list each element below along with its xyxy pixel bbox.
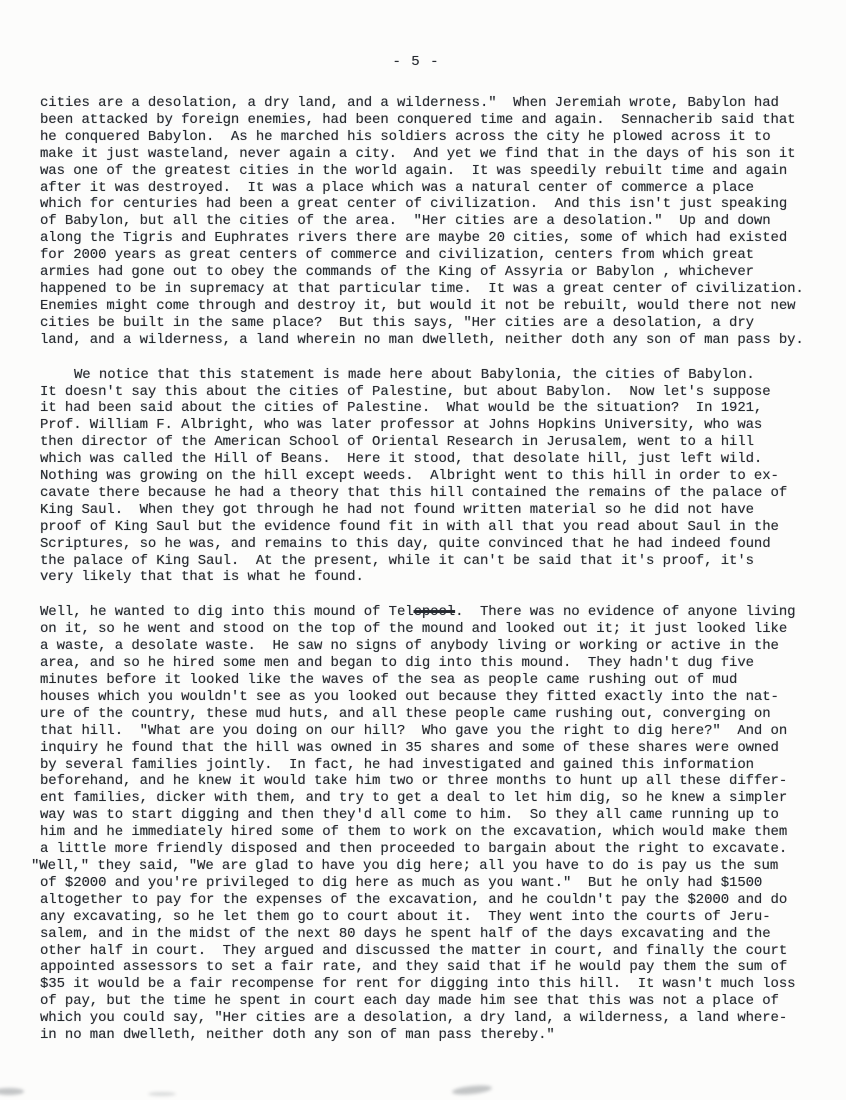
text-line: Nothing was growing on the hill except weeds. Albright went to this hill in order to ex- <box>40 468 779 485</box>
text-line: minutes before it looked like the waves of the sea as people came rushing out of mud <box>40 672 738 688</box>
scan-smudge <box>148 1092 176 1096</box>
text-line: Prof. William F. Albright, who was later professor at Johns Hopkins University, who was <box>40 417 763 434</box>
text-line: been attacked by foreign enemies, had been conquered time and again. Sennacherib said that <box>40 111 796 128</box>
text-line: beforehand, and he knew it would take him two or three months to hunt up all these differ- <box>40 773 788 790</box>
text-line: land, and a wilderness, a land wherein no man dwelleth, neither doth any son of man pass by. <box>40 331 804 348</box>
document-body <box>31 95 830 1044</box>
text-line: which for centuries had been a great center of civilization. And this isn't just speaking <box>40 196 788 213</box>
text-line: after it was destroyed. It was a place which was a natural center of commerce a place <box>40 179 754 196</box>
text-line: $35 it would be a fair recompense for rent for digging into this hill. It wasn't much loss <box>40 976 796 993</box>
text-line: King Saul. When they got through he had not found written material so he did not have <box>40 501 754 518</box>
text-line: that hill. "What are you doing on our hill? Who gave you the right to dig here?" And on <box>40 722 788 739</box>
text-line: altogether to pay for the expenses of the excavation, and he couldn't pay the $2000 and do <box>40 891 788 908</box>
text-line: It doesn't say this about the cities of Palestine, but about Babylon. Now let's suppose <box>40 383 771 400</box>
paragraph <box>40 95 830 349</box>
page-number: - 5 - <box>392 54 440 70</box>
text-line: along the Tigris and Euphrates rivers there are maybe 20 cities, some of which had existed <box>40 230 788 247</box>
text-line: was one of the greatest cities in the world again. It was speedily rebuilt time and again <box>40 162 788 179</box>
text-line: We notice that this statement is made here about Babylonia, the cities of Babylon. <box>74 366 755 383</box>
text-line: which you could say, "Her cities are a desolation, a dry land, a wilderness, a land where- <box>40 1010 788 1027</box>
text-line: proof of King Saul but the evidence found fit in with all that you read about Saul in the <box>40 518 779 535</box>
paragraph <box>31 604 830 1044</box>
text-line: the palace of King Saul. At the present, while it can't be said that it's proof, it's <box>40 552 754 569</box>
text-line: inquiry he found that the hill was owned in 35 shares and some of these shares were owned <box>40 739 779 756</box>
text-line: a little more friendly disposed and then proceeded to bargain about the right to excavate. <box>40 841 788 858</box>
text-line: in no man dwelleth, neither doth any son of man pass thereby." <box>40 1027 555 1044</box>
text-line: cities be built in the same place? But this says, "Her cities are a desolation, a dry <box>40 314 754 331</box>
text-line: happened to be in supremacy at that particular time. It was a great center of civilization. <box>40 280 804 297</box>
text-line: by several families jointly. In fact, he had investigated and gained this information <box>40 756 754 773</box>
text-line: other half in court. They argued and discussed the matter in court, and finally the court <box>40 942 788 959</box>
text-line: make it just wasteland, never again a city. And yet we find that in the days of his son it <box>40 145 796 162</box>
text-line: cities are a desolation, a dry land, and a wilderness." When Jeremiah wrote, Babylon had <box>40 95 779 111</box>
text-line: Well, he wanted to dig into this mound of Telepool. There was no evidence of anyone living <box>40 604 796 621</box>
text-line: Enemies might come through and destroy it, but would it not be rebuilt, would there not new <box>40 297 796 314</box>
text-line: way was to start digging and then they'd all come to him. So they all came running up to <box>40 807 779 824</box>
text-line: he conquered Babylon. As he marched his soldiers across the city he plowed across it to <box>40 128 771 145</box>
text-line: houses which you wouldn't see as you looked out because they fitted exactly into the nat- <box>40 688 779 705</box>
text-line: armies had gone out to obey the commands of the King of Assyria or Babylon , whichever <box>40 264 754 281</box>
text-line: of pay, but the time he spent in court each day made him see that this was not a place of <box>40 993 779 1010</box>
text-line: ure of the country, these mud huts, and all these people came rushing out, converging on <box>40 705 771 722</box>
text-line: which was called the Hill of Beans. Here it stood, that desolate hill, just left wild. <box>40 451 763 468</box>
scan-smudge <box>452 1084 493 1096</box>
strikethrough-text: epool <box>413 604 456 621</box>
paragraph <box>40 367 830 587</box>
text-line: salem, and in the midst of the next 80 days he spent half of the days excavating and the <box>40 925 771 942</box>
text-line: a waste, a desolate waste. He saw no signs of anybody living or working or active in the <box>40 638 779 655</box>
scan-smudge <box>0 1088 24 1095</box>
text-line: area, and so he hired some men and began to dig into this mound. They hadn't dug five <box>40 655 754 672</box>
text-line: then director of the American School of Oriental Research in Jerusalem, went to a hill <box>40 434 754 451</box>
text-line: any excavating, so he let them go to court about it. They went into the courts of Jeru- <box>40 908 771 925</box>
text-line: cavate there because he had a theory that this hill contained the remains of the palace of <box>40 484 788 501</box>
text-line: of Babylon, but all the cities of the area. "Her cities are a desolation." Up and down <box>40 213 771 230</box>
text-line: of $2000 and you're privileged to dig here as much as you want." But he only had $1500 <box>40 874 763 891</box>
text-line: appointed assessors to set a fair rate, and they said that if he would pay them the sum of <box>40 959 788 976</box>
text-line: it had been said about the cities of Palestine. What would be the situation? In 1921, <box>40 400 763 417</box>
text-line: on it, so he went and stood on the top of the mound and looked out it; it just looked like <box>40 621 788 638</box>
text-line: Scriptures, so he was, and remains to this day, quite convinced that he had indeed found <box>40 535 771 552</box>
text-line: "Well," they said, "We are glad to have you dig here; all you have to do is pay us the sum <box>31 857 779 874</box>
text-line: ent families, dicker with them, and try to get a deal to let him dig, so he knew a simpler <box>40 790 788 807</box>
text-line: him and he immediately hired some of them to work on the excavation, which would make them <box>40 824 788 841</box>
text-line: very likely that that is what he found. <box>40 569 364 586</box>
text-line: for 2000 years as great centers of commerce and civilization, centers from which great <box>40 247 754 264</box>
